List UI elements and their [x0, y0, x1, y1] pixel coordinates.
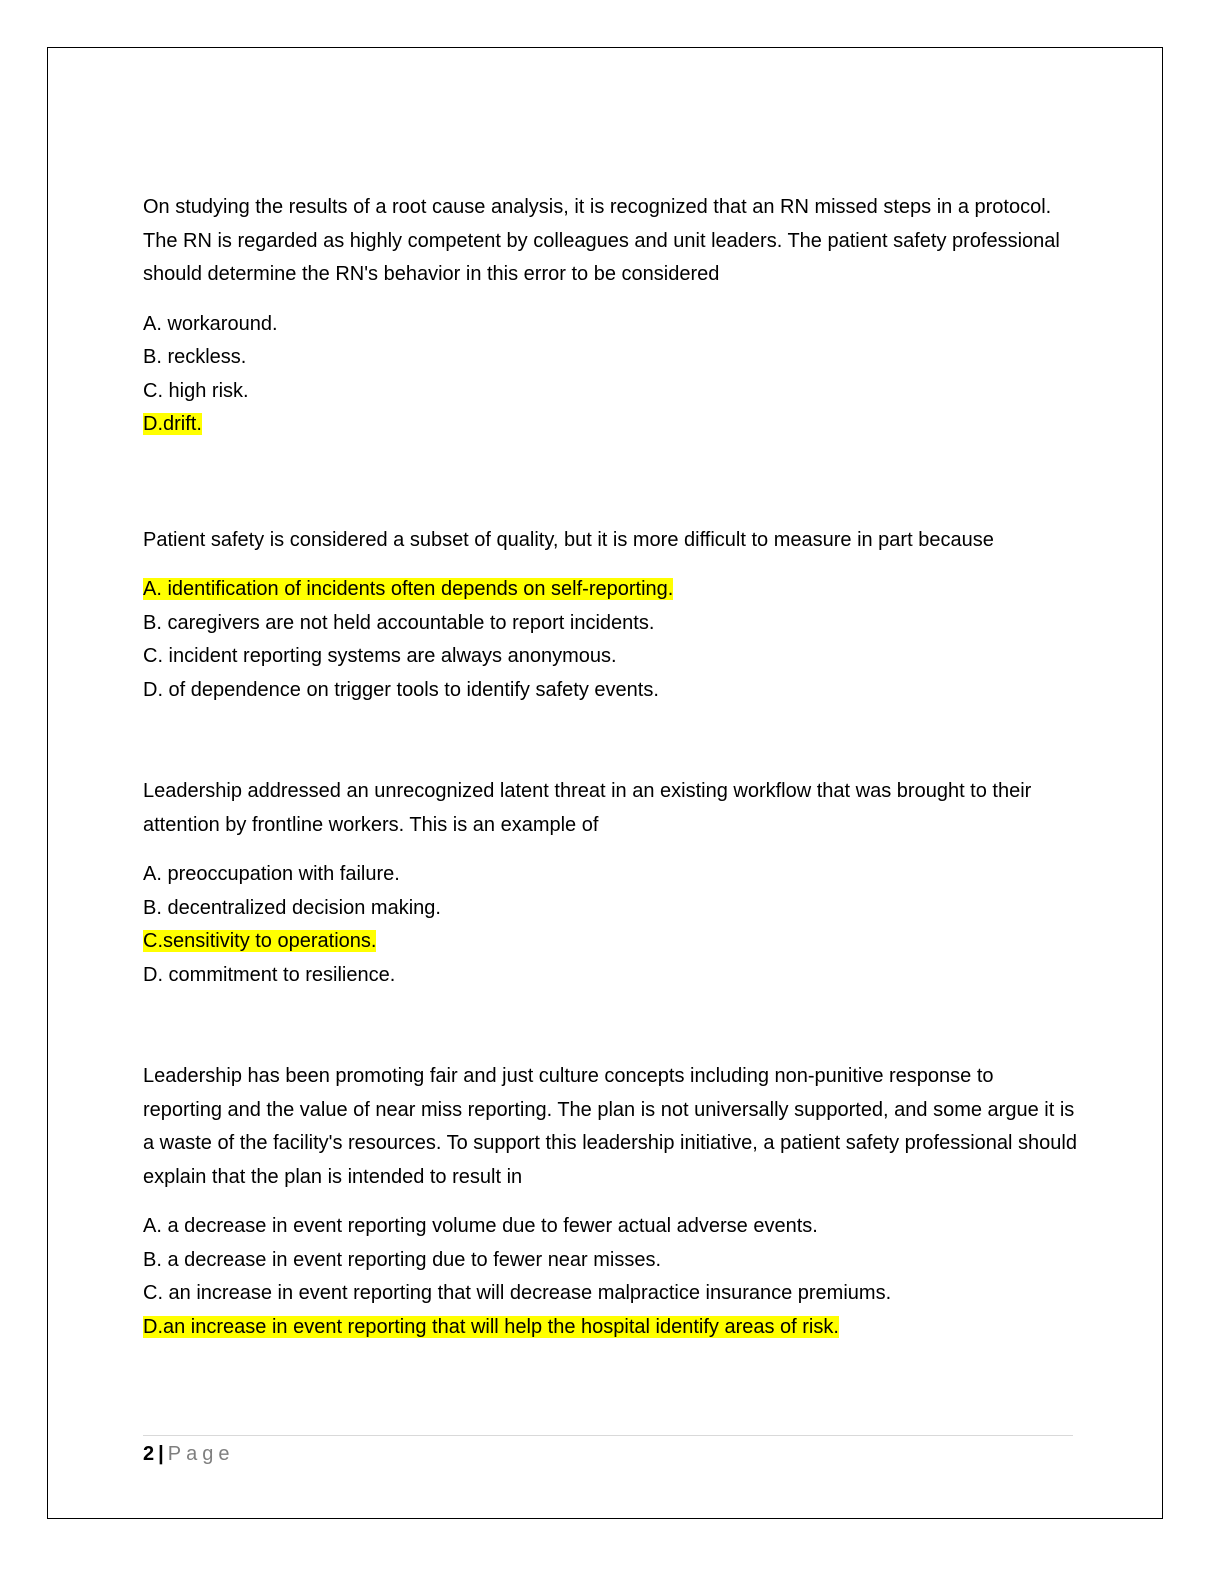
answer-option-c: C. high risk.: [143, 379, 249, 402]
question-3: [143, 775, 1078, 992]
answer-options: [143, 573, 1078, 707]
answer-option-a: A. workaround.: [143, 312, 278, 335]
answer-option-b: B. a decrease in event reporting due to fewer near misses.: [143, 1248, 662, 1271]
question-1: [143, 191, 1078, 442]
answer-option-a: A. a decrease in event reporting volume due to fewer actual adverse events.: [143, 1215, 818, 1237]
answer-option-b: B. caregivers are not held accountable to report incidents.: [143, 611, 655, 634]
answer-option-b: B. decentralized decision making.: [143, 896, 441, 919]
footer-divider: [143, 1435, 1073, 1436]
question-2: [143, 524, 1078, 708]
question-4: [143, 1060, 1078, 1344]
answer-option-a-highlighted: A. identification of incidents often depends on self-reporting.: [143, 578, 674, 600]
page-footer: [143, 1440, 234, 1468]
answer-options: [143, 1210, 1078, 1344]
answer-option-d: D. of dependence on trigger tools to identify safety events.: [143, 678, 659, 701]
answer-option-d-highlighted: D.drift.: [143, 413, 202, 435]
answer-option-d-highlighted: D.an increase in event reporting that will help the hospital identify areas of risk.: [143, 1315, 839, 1338]
page-label: Page: [167, 1443, 235, 1465]
document-body: [143, 191, 1078, 1344]
footer-separator: |: [158, 1443, 164, 1465]
question-stem: On studying the results of a root cause analysis, it is recognized that an RN missed steps in a protocol. The RN is regarded as highly competent by colleagues and unit leaders. The patient safety professional should determine the RN's behavior in this error to be considered: [143, 196, 1060, 285]
answer-option-c: C. incident reporting systems are always anonymous.: [143, 645, 617, 667]
answer-options: [143, 308, 1078, 442]
question-stem: Patient safety is considered a subset of quality, but it is more difficult to measure in part because: [143, 528, 994, 551]
answer-option-c: C. an increase in event reporting that will decrease malpractice insurance premiums.: [143, 1282, 892, 1304]
question-stem: Leadership addressed an unrecognized latent threat in an existing workflow that was brought to their attention by frontline workers. This is an example of: [143, 780, 1032, 836]
question-stem: Leadership has been promoting fair and just culture concepts including non-punitive response to reporting and the value of near miss reporting. The plan is not universally supported, and some argue it is a waste of the facility's resources. To support this leadership initiative, a patient safety professional should explain that the plan is intended to result in: [143, 1065, 1077, 1188]
answer-option-a: A. preoccupation with failure.: [143, 863, 400, 885]
page-number: 2: [143, 1443, 155, 1465]
answer-option-d: D. commitment to resilience.: [143, 963, 396, 986]
answer-options: [143, 858, 1078, 992]
answer-option-b: B. reckless.: [143, 346, 247, 368]
answer-option-c-highlighted: C.sensitivity to operations.: [143, 930, 377, 952]
